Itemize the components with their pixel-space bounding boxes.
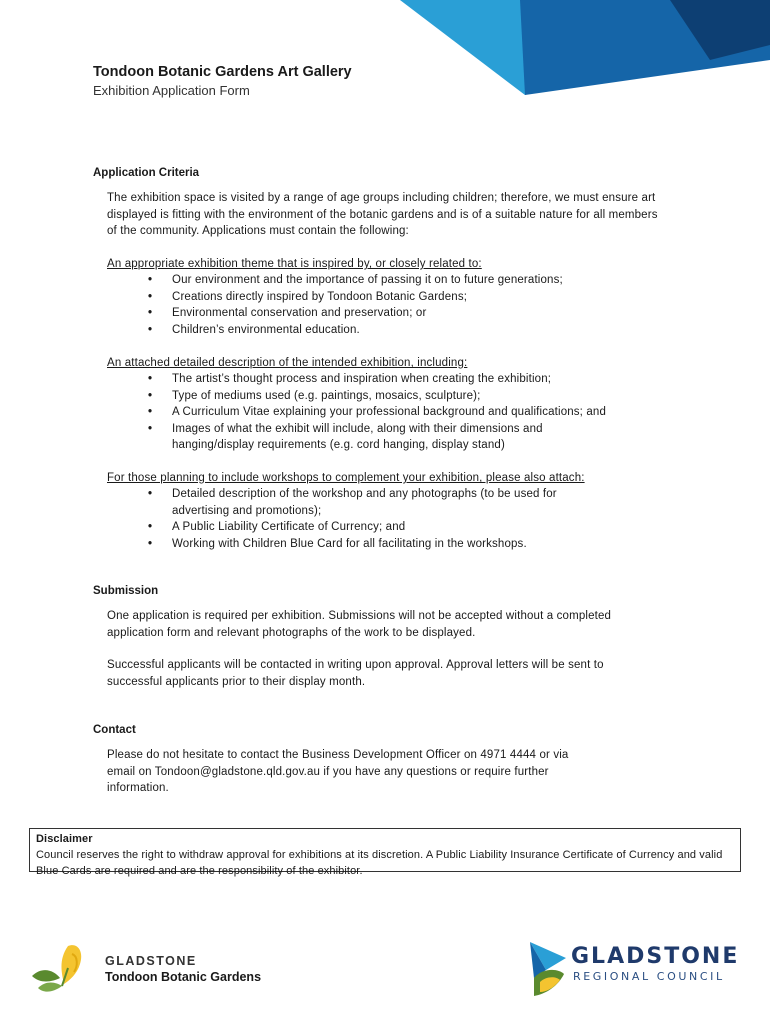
document-title: Tondoon Botanic Gardens Art Gallery: [93, 64, 352, 80]
theme-list: [148, 272, 628, 338]
disclaimer-heading: Disclaimer: [36, 833, 93, 845]
disclaimer-text: Council reserves the right to withdraw approval for exhibitions at its discretion. A Public Liability Insurance Certificate of Currency and valid Blue Cards are required and are the responsibility of the exhibitor.: [36, 849, 723, 877]
list-item: • Our environment and the importance of passing it on to future generations;: [148, 272, 628, 289]
disclaimer-box: [29, 828, 741, 877]
document-subtitle: Exhibition Application Form: [93, 83, 250, 98]
list-item: • Type of mediums used (e.g. paintings, mosaics, sculpture);: [148, 388, 668, 405]
description-heading: An attached detailed description of the intended exhibition, including:: [107, 357, 468, 369]
list-item: • A Curriculum Vitae explaining your professional background and qualifications; and: [148, 404, 668, 421]
document-header: [93, 62, 352, 100]
list-item: • Creations directly inspired by Tondoon Botanic Gardens;: [148, 289, 628, 306]
council-emblem-icon: [528, 938, 570, 998]
workshop-heading: For those planning to include workshops to complement your exhibition, please also attach:: [107, 472, 585, 484]
logo-right-line2: REGIONAL COUNCIL: [573, 970, 725, 983]
logo-left-line1: GLADSTONE: [105, 954, 197, 968]
list-item: • Images of what the exhibit will include, along with their dimensions and hanging/display requirements (e.g. cord hanging, display stand): [148, 421, 612, 454]
list-item: • Environmental conservation and preservation; or: [148, 305, 628, 322]
logo-left-line2: Tondoon Botanic Gardens: [105, 970, 262, 984]
gladstone-council-logo: [528, 938, 748, 1000]
list-item: • A Public Liability Certificate of Currency; and: [148, 519, 588, 536]
description-list: [148, 371, 668, 454]
submission-paragraph-1: One application is required per exhibition. Submissions will not be accepted without a completed application form and relevant photographs of the work to be displayed.: [107, 610, 612, 639]
criteria-heading: Application Criteria: [93, 167, 200, 179]
submission-paragraph-2: Successful applicants will be contacted in writing upon approval. Approval letters will be sent to successful applicants prior to their display month.: [107, 659, 604, 688]
list-item: • Working with Children Blue Card for all facilitating in the workshops.: [148, 536, 588, 553]
corner-decoration: [370, 0, 770, 110]
tondoon-logo: [28, 940, 298, 996]
criteria-intro: The exhibition space is visited by a range of age groups including children; therefore, we must ensure art displayed is fitting with the environment of the botanic gardens and is of a suitable nature for all members of the community. Applications must contain the following:: [107, 192, 658, 237]
list-item: • The artist’s thought process and inspiration when creating the exhibition;: [148, 371, 668, 388]
logo-right-line1: GLADSTONE: [571, 944, 740, 969]
theme-heading: An appropriate exhibition theme that is inspired by, or closely related to:: [107, 258, 482, 270]
list-item: • Detailed description of the workshop and any photographs (to be used for advertising and promotions);: [148, 486, 562, 519]
flower-logo-icon: [28, 940, 102, 996]
submission-heading: Submission: [93, 585, 159, 597]
contact-heading: Contact: [93, 724, 136, 736]
workshop-list: [148, 486, 588, 552]
contact-paragraph: Please do not hesitate to contact the Business Development Officer on 4971 4444 or via email on Tondoon@gladstone.qld.gov.au if you have any questions or require further information.: [107, 749, 569, 794]
list-item: • Children’s environmental education.: [148, 322, 628, 339]
